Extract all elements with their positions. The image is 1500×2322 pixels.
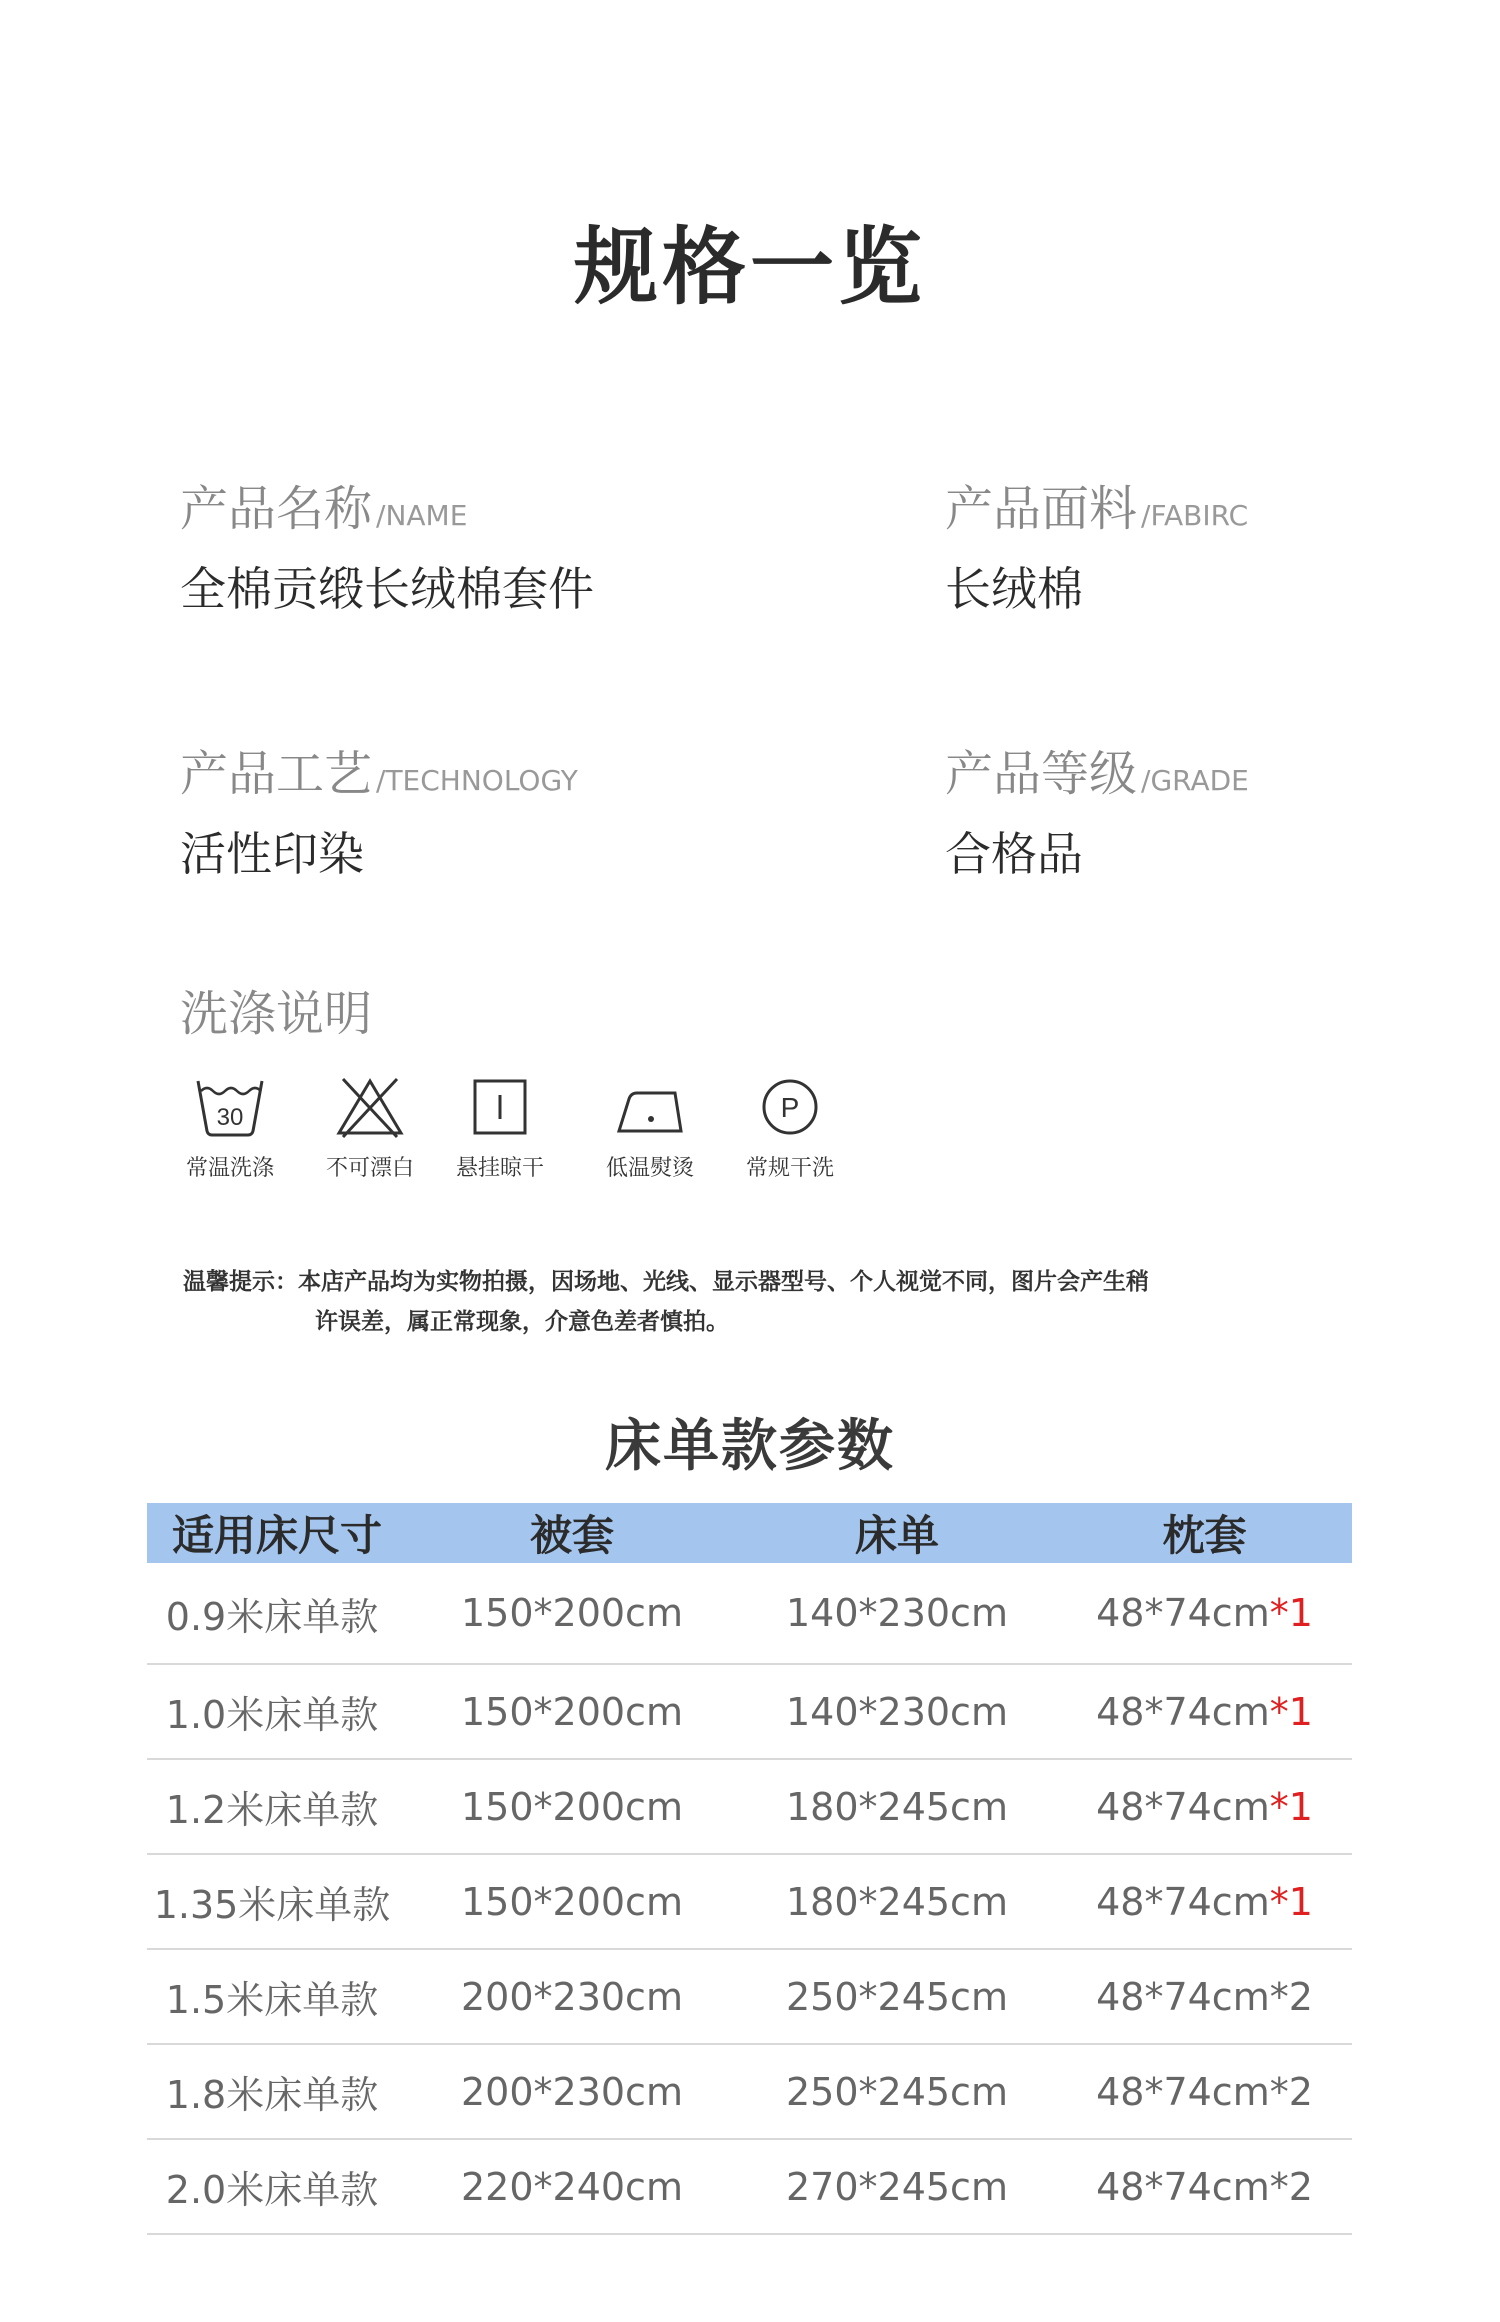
spec-name-value: 全棉贡缎长绒棉套件 [180,562,594,616]
header-pillow: 枕套 [1057,1503,1352,1563]
cell-sheet: 180*245cm [737,1759,1057,1854]
no-bleach-icon [335,1075,405,1139]
spec-grade [945,735,1249,884]
spec-name-label-cn: 产品名称 [180,481,373,537]
cell-pillow [1057,1664,1352,1759]
cell-sheet: 270*245cm [737,2139,1057,2234]
table-row [147,2139,1352,2234]
cell-duvet: 150*200cm [407,1759,737,1854]
wash-30-icon [195,1075,265,1139]
notice-line-2: 许误差，属正常现象，介意色差者慎拍。 [315,1309,729,1335]
table-row [147,1664,1352,1759]
hang-dry-icon [465,1075,535,1139]
wash-label-no-bleach: 不可漂白 [325,1156,414,1181]
spec-fabric-value: 长绒棉 [945,562,1083,616]
pillow-size: 48*74cm [1096,2164,1270,2209]
header-size: 适用床尺寸 [147,1503,407,1563]
pillow-size: 48*74cm [1096,2069,1270,2114]
pillow-qty: *1 [1269,1591,1313,1635]
wash-title: 洗涤说明 [180,986,373,1042]
cell-pillow [1057,2139,1352,2234]
spec-fabric-label-cn: 产品面料 [945,481,1138,537]
table-body [147,1563,1352,2234]
wash-label-dry-clean: 常规干洗 [745,1156,834,1181]
cell-duvet: 220*240cm [407,2139,737,2234]
pillow-size: 48*74cm [1096,1689,1270,1734]
header-duvet: 被套 [407,1503,737,1563]
dry-clean-p-icon [755,1075,825,1139]
spec-fabric-label-en: /FABIRC [1141,499,1249,532]
spec-grade-label [945,735,1249,804]
pillow-qty: *1 [1269,1784,1313,1829]
spec-technology-label [180,735,578,804]
cell-size: 1.0米床单款 [147,1664,407,1759]
spec-name-label-en: /NAME [376,499,468,532]
cell-sheet: 250*245cm [737,2044,1057,2139]
cell-pillow [1057,1949,1352,2044]
pillow-qty: *2 [1269,1974,1313,2019]
spec-technology-label-cn: 产品工艺 [180,746,373,802]
spec-grade-label-en: /GRADE [1141,764,1249,797]
cell-sheet: 250*245cm [737,1949,1057,2044]
cell-duvet: 150*200cm [407,1664,737,1759]
spec-fabric-label [945,470,1248,539]
table-title: 床单款参数 [605,1414,895,1479]
cell-pillow [1057,1759,1352,1854]
cell-size: 0.9米床单款 [147,1563,407,1664]
pillow-size: 48*74cm [1096,1784,1270,1829]
spec-technology-label-en: /TECHNOLOGY [376,764,578,797]
spec-grade-value: 合格品 [945,827,1083,881]
cell-sheet: 140*230cm [737,1664,1057,1759]
page-title: 规格一览 [573,218,926,316]
pillow-qty: *2 [1269,2164,1313,2209]
wash-icons [170,1075,890,1205]
pillow-qty: *2 [1269,2069,1313,2114]
cell-duvet: 150*200cm [407,1563,737,1664]
cell-size: 1.2米床单款 [147,1759,407,1854]
table-row [147,1854,1352,1949]
cell-pillow [1057,1563,1352,1664]
header-sheet: 床单 [737,1503,1057,1563]
table-row [147,1563,1352,1664]
cell-duvet: 150*200cm [407,1854,737,1949]
table-row [147,2044,1352,2139]
cell-duvet: 200*230cm [407,2044,737,2139]
cell-size: 1.5米床单款 [147,1949,407,2044]
cell-size: 2.0米床单款 [147,2139,407,2234]
cell-pillow [1057,1854,1352,1949]
pillow-size: 48*74cm [1096,1591,1270,1635]
size-table [147,1503,1352,2235]
notice-line-1: 温馨提示：本店产品均为实物拍摄，因场地、光线、显示器型号、个人视觉不同，图片会产生稍 [183,1269,1149,1295]
pillow-size: 48*74cm [1096,1974,1270,2019]
wash-label-hang-dry: 悬挂晾干 [455,1156,544,1181]
pillow-size: 48*74cm [1096,1879,1270,1924]
cell-sheet: 180*245cm [737,1854,1057,1949]
spec-technology-value: 活性印染 [180,827,364,881]
pillow-qty: *1 [1269,1879,1313,1924]
wash-30-number: 30 [216,1104,244,1131]
wash-item-dry-clean [730,1075,850,1182]
table-header-row [147,1503,1352,1563]
cell-size: 1.35米床单款 [147,1854,407,1949]
spec-fabric [945,470,1248,619]
cell-duvet: 200*230cm [407,1949,737,2044]
low-iron-icon [615,1075,685,1139]
wash-item-low-iron [590,1075,710,1182]
spec-name [180,470,594,619]
notice [183,1262,1313,1342]
wash-item-normal [170,1075,290,1182]
cell-sheet: 140*230cm [737,1563,1057,1664]
pillow-qty: *1 [1269,1689,1313,1734]
wash-label-normal: 常温洗涤 [185,1156,274,1181]
wash-item-no-bleach [310,1075,430,1182]
spec-technology [180,735,578,884]
wash-label-low-iron: 低温熨烫 [605,1156,694,1181]
cell-size: 1.8米床单款 [147,2044,407,2139]
dry-clean-letter: P [780,1092,800,1123]
wash-item-hang-dry [440,1075,560,1182]
cell-pillow [1057,2044,1352,2139]
spec-grade-label-cn: 产品等级 [945,746,1138,802]
table-row [147,1949,1352,2044]
table-row [147,1759,1352,1854]
spec-name-label [180,470,594,539]
